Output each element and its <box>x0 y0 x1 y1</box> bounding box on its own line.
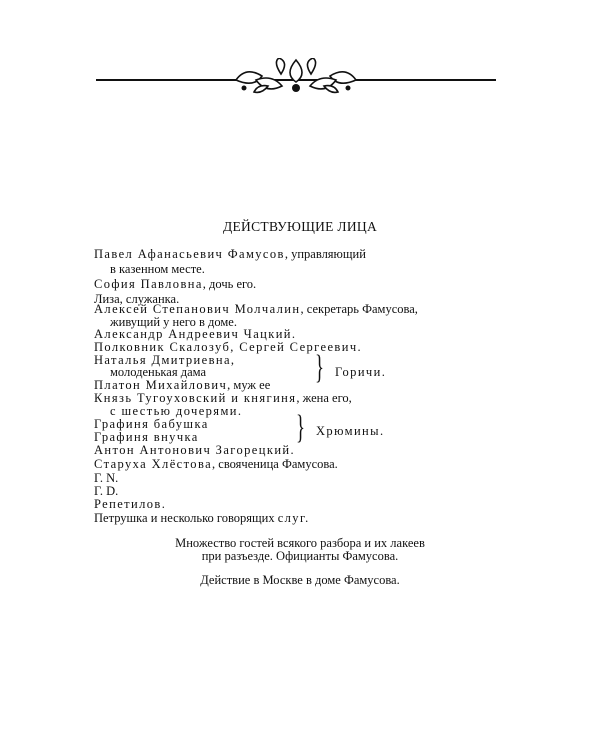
cast-name: слуг. <box>277 511 310 525</box>
cast-desc-cont: в казенном месте. <box>110 262 205 276</box>
cast-name: Князь Тугоуховский и княгиня <box>94 391 297 405</box>
cast-name: Павел Афанасьевич Фамусов <box>94 247 285 261</box>
cast-desc: , Сергей Сергеевич. <box>230 340 363 354</box>
cast-desc: , дочь его. <box>202 277 257 291</box>
cast-chatsky: Александр Андреевич Чацкий. <box>94 327 297 341</box>
cast-name: Наталья Дмитриевна <box>94 353 231 367</box>
guests-line-2: при разъезде. Официанты Фамусова. <box>201 549 399 563</box>
cast-khlestova <box>94 457 338 472</box>
brace-khryuminy: } <box>296 409 305 446</box>
page-title: ДЕЙСТВУЮЩИЕ ЛИЦА <box>223 219 377 234</box>
cast-desc: , управляющий <box>284 247 366 261</box>
cast-sofia <box>94 277 256 292</box>
cast-repetilov: Репетилов. <box>94 497 167 511</box>
cast-grafinya-vnuchka: Графиня внучка <box>94 430 199 444</box>
cast-desc-cont: с шестью дочерями. <box>110 404 243 418</box>
cast-desc: , <box>230 353 235 367</box>
setting-line: Действие в Москве в доме Фамусова. <box>200 573 400 587</box>
group-khryuminy: Хрюмины. <box>316 424 385 438</box>
cast-g-n: Г. N. <box>94 471 119 485</box>
cast-desc: , муж ее <box>227 378 271 392</box>
floral-ornament-icon <box>96 58 496 98</box>
cast-name: Петрушка и несколько говорящих <box>94 511 275 525</box>
cast-grafinya-babushka: Графиня бабушка <box>94 417 209 431</box>
cast-zagoretsky: Антон Антонович Загорецкий. <box>94 443 296 457</box>
cast-desc-cont: молоденькая дама <box>110 365 207 379</box>
cast-name: Алексей Степанович Молчалин <box>94 302 301 316</box>
cast-name: Платон Михайлович <box>94 378 228 392</box>
cast-desc-cont: живущий у него в доме. <box>110 315 237 329</box>
cast-desc: , свояченица Фамусова. <box>212 457 338 471</box>
guests-line-1: Множество гостей всякого разбора и их лакеев <box>175 536 425 550</box>
cast-desc: , жена его, <box>296 391 352 405</box>
cast-name: Старуха Хлёстова <box>94 457 213 471</box>
cast-petrushka <box>94 511 310 526</box>
cast-desc: , секретарь Фамусова, <box>300 302 418 316</box>
cast-g-d: Г. D. <box>94 484 119 498</box>
group-gorichi: Горичи. <box>335 365 387 379</box>
cast-famusov <box>94 247 366 262</box>
cast-liza: Лиза, служанка. <box>94 292 180 306</box>
cast-name: Полковник Скалозуб <box>94 340 231 354</box>
cast-name: София Павловна <box>94 277 203 291</box>
brace-gorichi: } <box>315 349 324 386</box>
